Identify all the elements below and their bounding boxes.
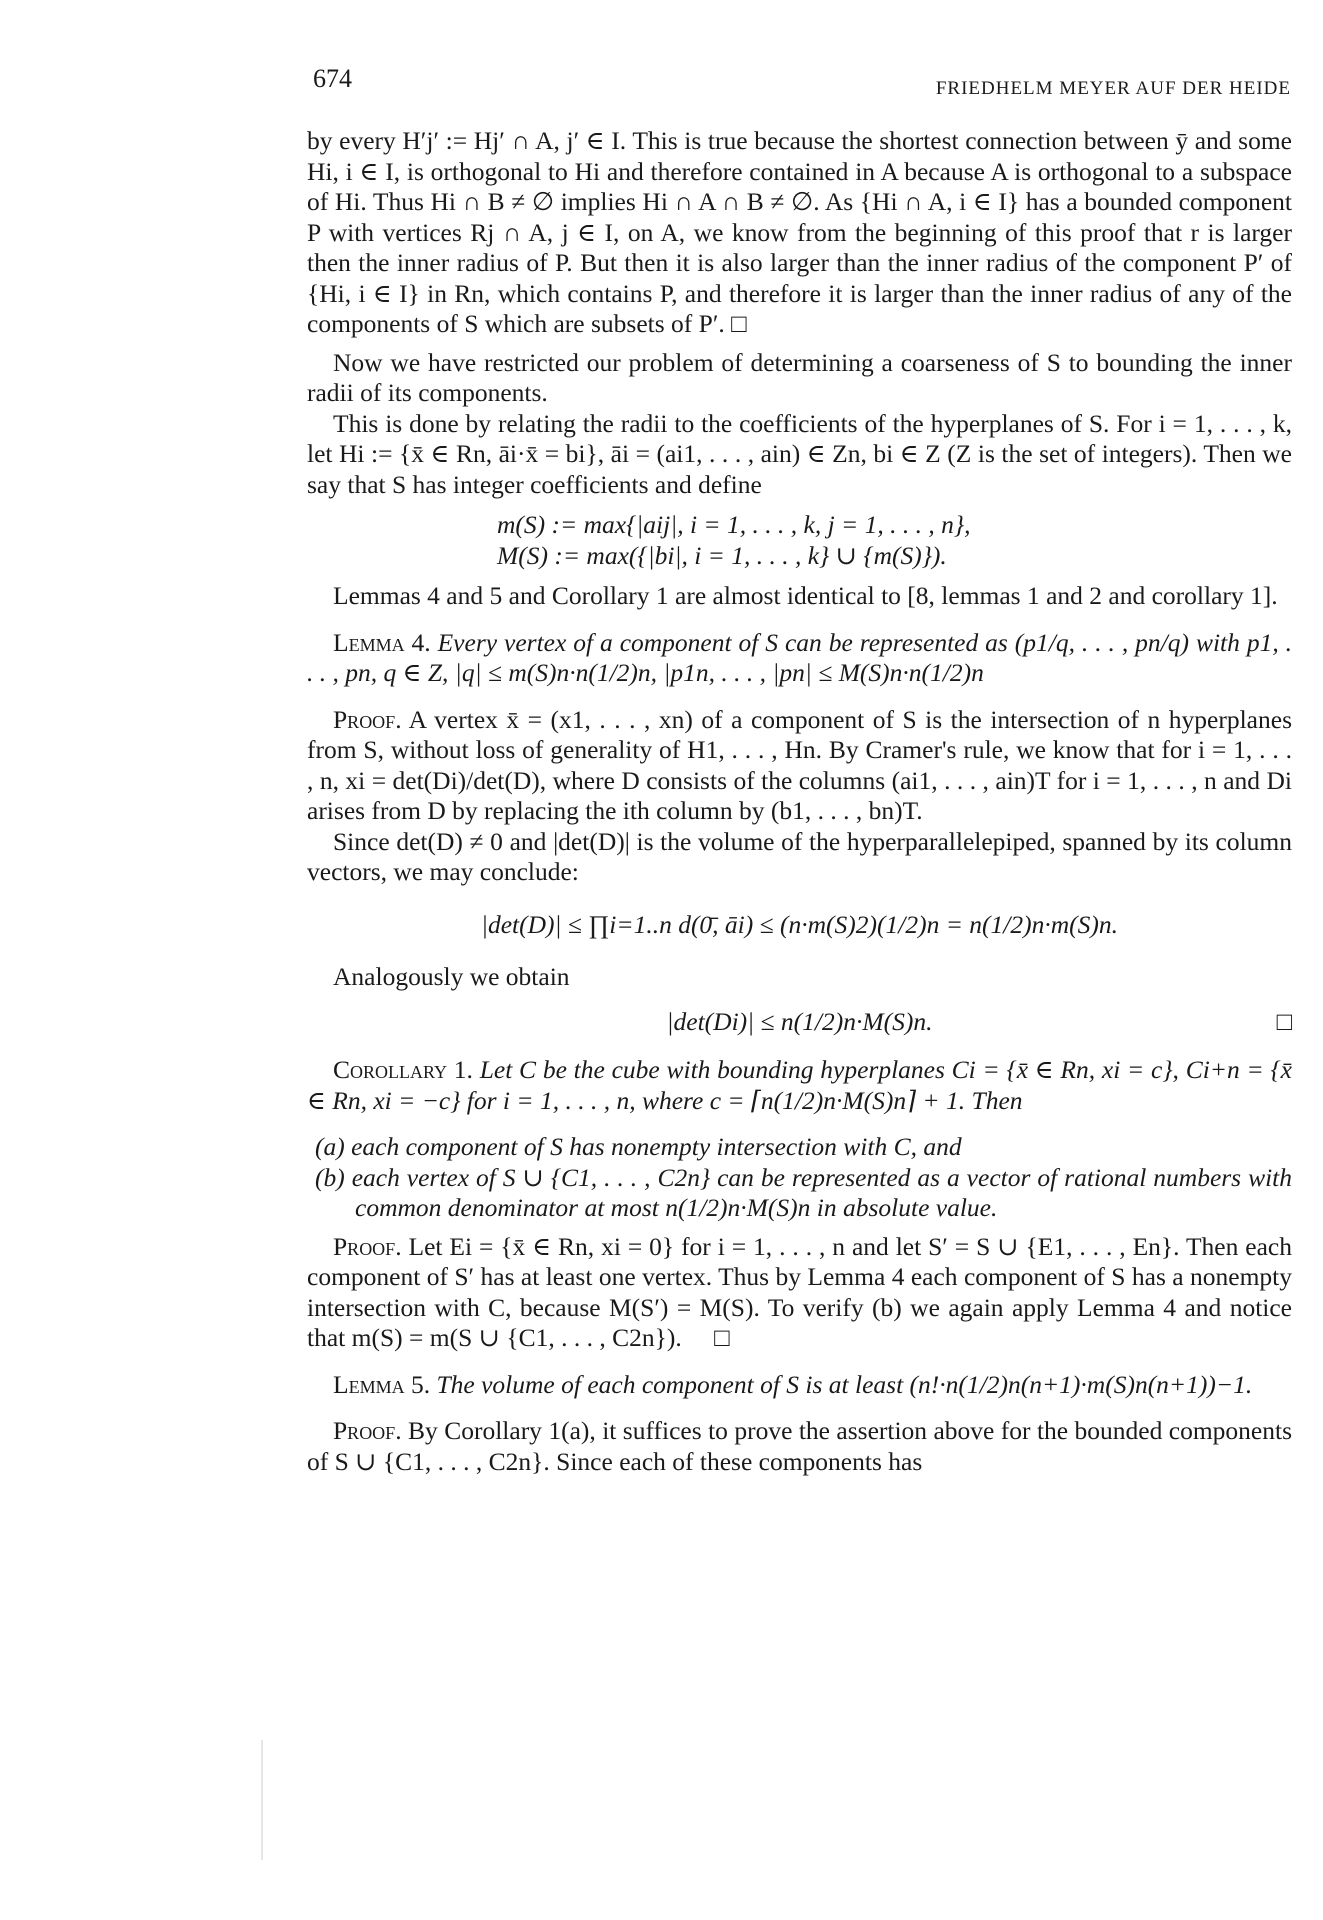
equation-det-Di xyxy=(307,1007,1292,1038)
body-text xyxy=(307,126,1292,1477)
qed-symbol: □ xyxy=(714,1323,730,1352)
paragraph-continued: by every H′j′ := Hj′ ∩ A, j′ ∈ I. This is true because the shortest connection between ȳ and some Hi, i ∈ I, is orthogonal to Hi and therefore contained in A because A is orthogonal to a subspace of Hi. Thus Hi ∩ B ≠ ∅ implies Hi ∩ A ∩ B ≠ ∅. As {Hi ∩ A, i ∈ I} has a bounded component P with vertices Rj ∩ A, j ∈ I, on A, we know from the beginning of this proof that r is larger then the inner radius of P. But then it is also larger than the inner radius of the component P′ of {Hi, i ∈ I} in Rn, which contains P, and therefore it is larger than the inner radius of any of the components of S which are subsets of P′. □ xyxy=(307,126,1292,338)
list-item: (a) each component of S has nonempty intersection with C, and xyxy=(315,1132,962,1161)
equation-text: |det(Di)| ≤ n(1/2)n·M(S)n. xyxy=(666,1006,933,1036)
paragraph: Since det(D) ≠ 0 and |det(D)| is the volume of the hyperparallelepiped, spanned by its column vectors, we may conclude: xyxy=(307,826,1292,886)
lemma-label: Lemma 4. xyxy=(333,627,431,657)
paragraph: Lemmas 4 and 5 and Corollary 1 are almost identical to [8, lemmas 1 and 2 and corollary 1]. xyxy=(333,581,1278,610)
list-item: (b) each vertex of S ∪ {C1, . . . , C2n} can be represented as a vector of rational numbers with common denominator at most n(1/2)n·M(S)n in absolute value. xyxy=(315,1162,1292,1222)
corollary-1 xyxy=(307,1055,1292,1116)
proof-label: Proof. xyxy=(333,1416,402,1445)
equation-det-D: |det(D)| ≤ ∏i=1..n d(0̄, āi) ≤ (n·m(S)2)(1/2)n = n(1/2)n·m(S)n. xyxy=(480,909,1119,939)
proof-text: Let Ei = {x̄ ∈ Rn, xi = 0} for i = 1, . . . , n and let S′ = S ∪ {E1, . . . , En}. Then each component of S′ has at least one vertex. Thus by Lemma 4 each component of S has a nonempty intersection with C, because M(S′) = M(S). To verify (b) we again apply Lemma 4 and notice that m(S) = m(S ∪ {C1, . . . , C2n}). xyxy=(307,1231,1292,1352)
equation-M: M(S) := max({|bi|, i = 1, . . . , k} ∪ {m(S)}). xyxy=(497,540,947,570)
paragraph: Now we have restricted our problem of determining a coarseness of S to bounding the inner radii of its components. xyxy=(307,347,1292,407)
proof-text: By Corollary 1(a), it suffices to prove the assertion above for the bounded components of S ∪ {C1, . . . , C2n}. Since each of these components has xyxy=(307,1416,1293,1476)
paragraph: Analogously we obtain xyxy=(333,962,570,991)
corollary-items xyxy=(307,1132,1292,1224)
proof xyxy=(307,1232,1292,1354)
lemma-statement: The volume of each component of S is at least (n!·n(1/2)n(n+1)·m(S)n(n+1))−1. xyxy=(436,1369,1253,1399)
paragraph: This is done by relating the radii to the coefficients of the hyperplanes of S. For i = 1, . . . , k, let Hi := {x̄ ∈ Rn, āi·x̄ = bi}, āi = (ai1, . . . , ain) ∈ Zn, bi ∈ Z (Z is the set of integers). Then we say that S has integer coefficients and define xyxy=(307,408,1292,499)
proof xyxy=(307,1416,1292,1477)
qed-symbol: □ xyxy=(1276,1006,1292,1036)
lemma-4 xyxy=(307,628,1292,689)
lemma-5 xyxy=(307,1370,1292,1401)
proof-label: Proof. xyxy=(333,1231,402,1261)
lemma-label: Lemma 5. xyxy=(333,1369,431,1399)
running-head: FRIEDHELM MEYER AUF DER HEIDE xyxy=(935,78,1291,99)
lemma-statement: Every vertex of a component of S can be represented as (p1/q, . . . , pn/q) with p1, . . . , pn, q ∈ Z, |q| ≤ m(S)n·n(1/2)n, |p1n, . . . , |pn| ≤ M(S)n·n(1/2)n xyxy=(307,627,1293,687)
page-number: 674 xyxy=(313,64,352,93)
corollary-statement: Let C be the cube with bounding hyperplanes Ci = {x̄ ∈ Rn, xi = c}, Ci+n = {x̄ ∈ Rn, xi = −c} for i = 1, . . . , n, where c = ⌈n(1/2)n·M(S)n⌉ + 1. Then xyxy=(307,1055,1292,1115)
proof-label: Proof. xyxy=(333,704,402,734)
scan-margin-mark xyxy=(261,1740,263,1860)
qed-symbol: □ xyxy=(731,309,747,338)
proof-text: A vertex x̄ = (x1, . . . , xn) of a component of S is the intersection of n hyperplanes from S, without loss of generality of H1, . . . , Hn. By Cramer's rule, we know that for i = 1, . . . , n, xi = det(Di)/det(D), where D consists of the columns (ai1, . . . , ain)T for i = 1, . . . , n and Di arises from D by replacing the ith column by (b1, . . . , bn)T. xyxy=(307,704,1292,825)
proof xyxy=(307,705,1292,827)
equation-block xyxy=(307,510,1292,571)
equation-m: m(S) := max{|aij|, i = 1, . . . , k, j = 1, . . . , n}, xyxy=(497,510,971,539)
corollary-label: Corollary 1. xyxy=(333,1055,473,1084)
